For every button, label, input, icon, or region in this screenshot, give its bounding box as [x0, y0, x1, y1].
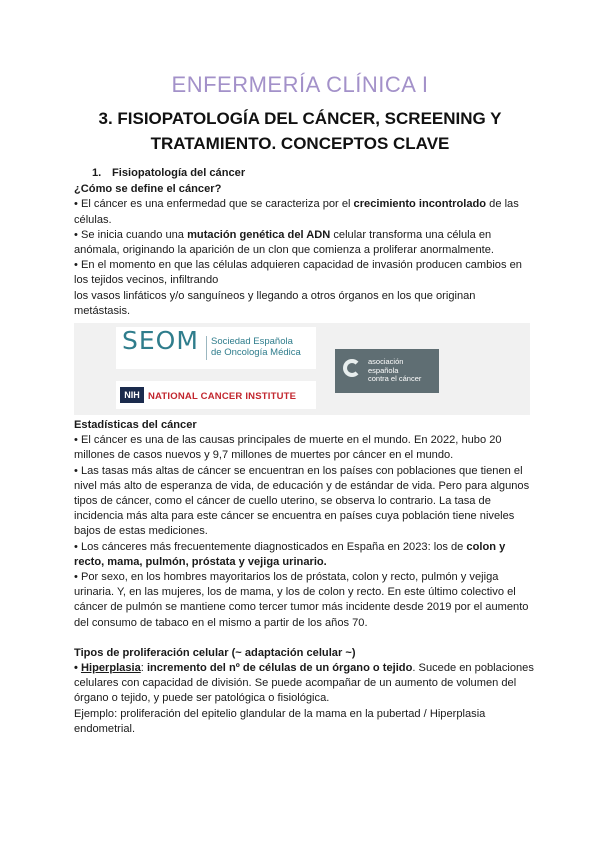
aecc-logo [335, 349, 439, 393]
paragraph: • Las tasas más altas de cáncer se encuentran en los países con poblaciones que tienen el nivel más alto de esperanza de vida, de educación y de estándar de vida. Pero para algunos tipos de cáncer, como el cáncer de cuello uterino, se observa lo contrario. La tasa de incidencia más alta para este cáncer se encuentra en países cuya población tiene niveles bajos de estas mediciones. [74, 464, 530, 538]
paragraph [74, 197, 534, 227]
paragraph: los vasos linfáticos y/o sanguíneos y llegando a otros órganos en los que originan metástasis. [74, 289, 476, 317]
aecc-line: asociación [368, 357, 404, 367]
aecc-line: contra el cáncer [368, 374, 422, 384]
paragraph: • El cáncer es una de las causas principales de muerte en el mundo. En 2022, hubo 20 millones de casos nuevos y 9,7 millones de muertes por cáncer en el mundo. [74, 434, 502, 462]
seom-wordmark: SEOM [122, 326, 199, 356]
seom-logo [116, 327, 316, 369]
bold-text: incremento del nº de células de un órgano o tejido [146, 662, 413, 675]
bullet: • [74, 662, 81, 675]
course-title: ENFERMERÍA CLÍNICA I [171, 72, 429, 97]
section-heading [74, 166, 534, 181]
aecc-line: española [368, 365, 399, 375]
unit-title: 3. FISIOPATOLOGÍA DEL CÁNCER, SCREENING Y TRATAMIENTO. CONCEPTOS CLAVE [98, 109, 502, 153]
nih-badge: NIH [120, 387, 144, 403]
seom-subtitle-line: de Oncología Médica [211, 347, 301, 359]
term-hiperplasia: Hiperplasia [80, 662, 141, 675]
proliferation-heading: Tipos de proliferación celular (~ adaptación celular ~) [74, 646, 356, 659]
text-run: : [140, 662, 147, 675]
paragraph: Ejemplo: proliferación del epitelio glandular de la mama en la pubertad / Hiperplasia endometrial. [74, 707, 486, 735]
seom-subtitle-line: Sociedad Española [211, 336, 293, 348]
nci-name: NATIONAL CANCER INSTITUTE [148, 391, 297, 403]
document-body [74, 166, 534, 737]
text-run: • El cáncer es una enfermedad que se caracteriza por el [74, 198, 354, 211]
spacer [74, 631, 534, 646]
divider [206, 336, 207, 360]
paragraph: • En el momento en que las células adquieren capacidad de invasión producen cambios en los tejidos vecinos, infiltrando [74, 259, 522, 287]
seom-subtitle [211, 336, 301, 358]
text-run: • Los cánceres más frecuentemente diagnosticados en España en 2023: los de [74, 540, 467, 553]
stats-heading: Estadísticas del cáncer [74, 419, 197, 432]
text-run: • Se inicia cuando una [74, 228, 188, 241]
section-number: 1. [92, 167, 102, 179]
text-run: de las células. [74, 198, 519, 226]
section-title: Fisiopatología del cáncer [112, 167, 246, 179]
text-run: celular transforma una célula en anómala, originando la aparición de un clon que comienza a proliferar anormalmente. [74, 228, 494, 257]
paragraph: • Por sexo, en los hombres mayoritarios los de próstata, colon y recto, pulmón y vejiga urinaria. Y, en las mujeres, los de mama, y los de colon y recto. En este último colectivo el cáncer de pulmón se mantiene como tercer tumor más incidente desde 2019 por el aumento del consumo de tabaco en el mismo a partir de los años 70. [74, 571, 529, 629]
text-run: . Sucede en poblaciones celulares con capacidad de división. Se puede acompañar de un aumento de volumen del órgano o tejido, y puede ser patológica o fisiológica. [74, 662, 534, 705]
paragraph [74, 228, 534, 258]
paragraph [74, 540, 534, 570]
bold-text: crecimiento incontrolado [353, 198, 487, 211]
logos-image [74, 323, 530, 415]
bold-text: colon y recto, mama, pulmón, próstata y vejiga urinario. [74, 540, 506, 568]
paragraph [74, 661, 534, 707]
nci-logo [116, 381, 316, 409]
question-heading: ¿Cómo se define el cáncer? [74, 183, 222, 196]
aecc-name [368, 358, 421, 384]
aecc-ring-icon [343, 359, 361, 377]
bold-text: mutación genética del ADN [187, 228, 331, 241]
